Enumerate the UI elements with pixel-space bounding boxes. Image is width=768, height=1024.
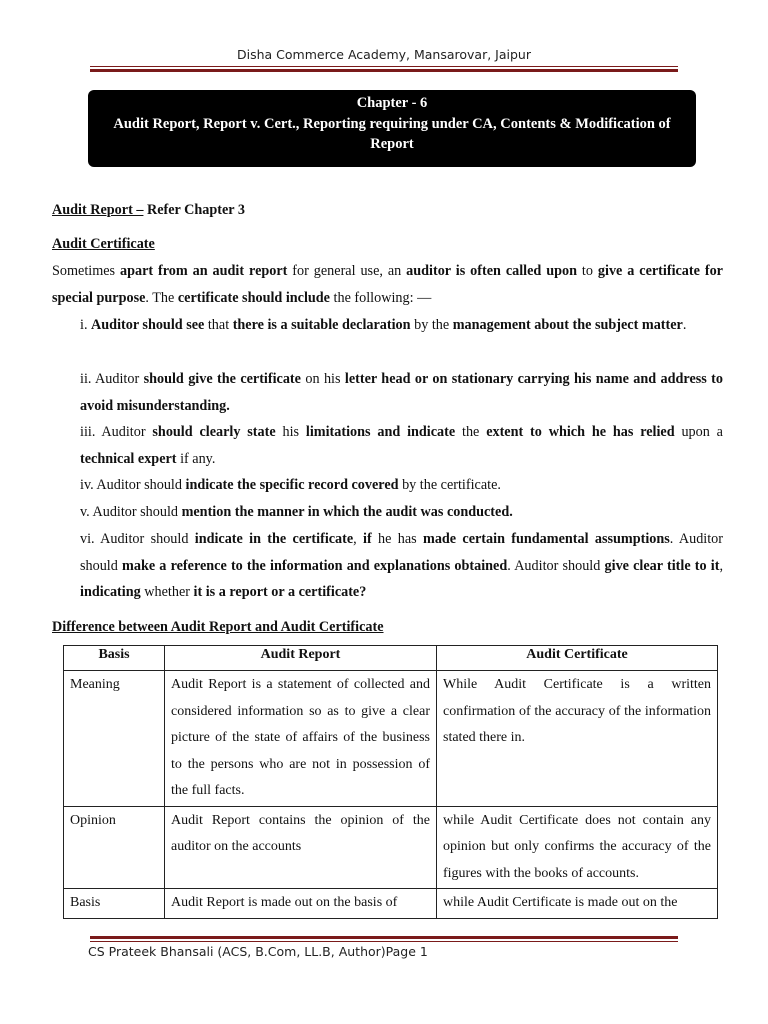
section-audit-report: Audit Report – Refer Chapter 3 (52, 202, 245, 218)
page-footer: CS Prateek Bhansali (ACS, B.Com, LL.B, Author)Page 1 (88, 944, 428, 959)
table-cell: Meaning (64, 671, 165, 807)
section-difference: Difference between Audit Report and Audit Certificate (52, 619, 384, 635)
header-rule-thin (90, 66, 678, 67)
table-cell: while Audit Certificate does not contain any opinion but only confirms the accuracy of the figures with the books of accounts. (437, 806, 718, 889)
table-row (64, 806, 718, 889)
table-cell: Basis (64, 889, 165, 919)
chapter-title-box (88, 90, 696, 167)
table-row (64, 889, 718, 919)
table-header-cell: Audit Certificate (437, 646, 718, 671)
footer-rule-thin (90, 941, 678, 942)
table-cell: while Audit Certificate is made out on the (437, 889, 718, 919)
intro-paragraph: Sometimes apart from an audit report for general use, an auditor is often called upon to give a certificate for special purpose. The certificate should include the following: — (52, 263, 723, 306)
table-cell: Audit Report is a statement of collected and considered information so as to give a clear picture of the state of affairs of the business to the persons who are not in possession of the full facts. (165, 671, 437, 807)
table-cell: Audit Report is made out on the basis of (165, 889, 437, 919)
list-item: i. Auditor should see that there is a suitable declaration by the management about the subject matter. (80, 317, 687, 333)
difference-table (63, 645, 718, 919)
chapter-title-line2: Report (370, 136, 414, 152)
page-header: Disha Commerce Academy, Mansarovar, Jaipur (236, 47, 531, 62)
section-audit-certificate: Audit Certificate (52, 236, 155, 252)
list-item: ii. Auditor should give the certificate on his letter head or on stationary carrying his name and address to avoid misunderstanding. (80, 371, 724, 414)
table-cell: Opinion (64, 806, 165, 889)
table-cell: While Audit Certificate is a written confirmation of the accuracy of the information stated there in. (437, 671, 718, 807)
list-item: vi. Auditor should indicate in the certificate, if he has made certain fundamental assumptions. Auditor should make a reference to the information and explanations obtained. Auditor should give clear title to it, indicating whether it is a report or a certificate? (80, 531, 724, 601)
table-header-row (64, 646, 718, 671)
table-row (64, 671, 718, 807)
header-rule-thick (90, 69, 678, 72)
footer-rule-thick (90, 936, 678, 939)
table-cell: Audit Report contains the opinion of the auditor on the accounts (165, 806, 437, 889)
table-header-cell: Basis (64, 646, 165, 671)
chapter-title-line1: Audit Report, Report v. Cert., Reporting requiring under CA, Contents & Modification of (113, 115, 671, 132)
chapter-number: Chapter - 6 (356, 95, 428, 111)
list-item: v. Auditor should mention the manner in which the audit was conducted. (80, 504, 513, 520)
list-item: iv. Auditor should indicate the specific record covered by the certificate. (80, 477, 501, 493)
table-header-cell: Audit Report (165, 646, 437, 671)
list-item: iii. Auditor should clearly state his limitations and indicate the extent to which he has relied upon a technical expert if any. (80, 424, 723, 467)
